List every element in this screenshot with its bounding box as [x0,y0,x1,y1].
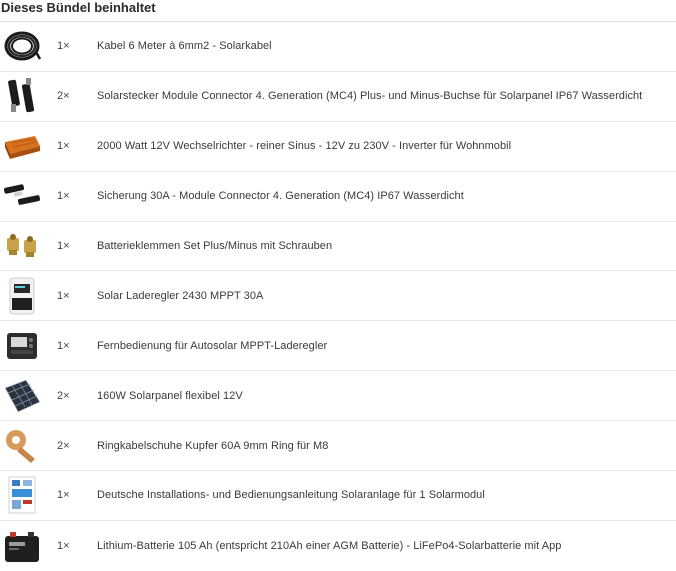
charge-controller-icon [0,274,44,318]
item-name[interactable]: Batterieklemmen Set Plus/Minus mit Schrauben [97,240,333,252]
item-quantity: 2× [57,90,70,103]
solar-panel-icon [0,374,44,418]
item-name[interactable]: 160W Solarpanel flexibel 12V [97,389,243,402]
bundle-item[interactable] [0,72,676,122]
fuse-connector-icon [0,174,44,218]
bundle-item[interactable] [0,172,676,222]
item-quantity: 1× [57,539,70,552]
battery-clamp-icon [0,224,44,268]
bundle-item[interactable] [0,271,676,321]
bundle-item[interactable] [0,471,676,521]
bundle-item[interactable] [0,521,676,571]
bundle-item[interactable] [0,122,676,172]
item-name[interactable]: Ringkabelschuhe Kupfer 60A 9mm Ring für M8 [97,439,329,452]
item-name[interactable]: Lithium-Batterie 105 Ah (entspricht 210Ah einer AGM Batterie) - LiFePo4-Solarbatterie mit App [97,539,562,552]
item-quantity: 1× [57,140,70,153]
item-quantity: 1× [57,289,70,302]
item-quantity: 1× [57,339,70,352]
item-quantity: 1× [57,489,70,502]
bundle-item[interactable] [0,421,676,471]
remote-display-icon [0,324,44,368]
ring-terminal-icon [0,424,44,468]
lithium-battery-icon [0,524,44,568]
item-name[interactable]: Solarstecker Module Connector 4. Generation (MC4) Plus- und Minus-Buchse für Solarpanel IP67 Wasserdicht [97,90,643,103]
item-name[interactable]: Fernbedienung für Autosolar MPPT-Laderegler [97,339,328,352]
item-name[interactable]: Kabel 6 Meter à 6mm2 - Solarkabel [97,40,272,53]
bundle-item[interactable] [0,222,676,272]
bundle-list [0,22,676,571]
bundle-item[interactable] [0,321,676,371]
item-name[interactable]: Sicherung 30A - Module Connector 4. Generation (MC4) IP67 Wasserdicht [97,190,464,203]
item-quantity: 1× [57,190,70,203]
manual-icon [0,473,44,517]
bundle-title: Dieses Bündel beinhaltet [0,0,676,22]
item-name[interactable]: Solar Laderegler 2430 MPPT 30A [97,289,264,302]
cable-coil-icon [0,24,44,68]
item-name[interactable]: 2000 Watt 12V Wechselrichter - reiner Sinus - 12V zu 230V - Inverter für Wohnmobil [97,140,512,153]
mc4-connector-icon [0,74,44,118]
bundle-item[interactable] [0,22,676,72]
item-quantity: 1× [57,240,70,252]
inverter-icon [0,124,44,168]
bundle-item[interactable] [0,371,676,421]
item-quantity: 2× [57,439,70,452]
item-quantity: 2× [57,389,70,402]
item-quantity: 1× [57,40,70,53]
item-name[interactable]: Deutsche Installations- und Bedienungsanleitung Solaranlage für 1 Solarmodul [97,489,485,502]
